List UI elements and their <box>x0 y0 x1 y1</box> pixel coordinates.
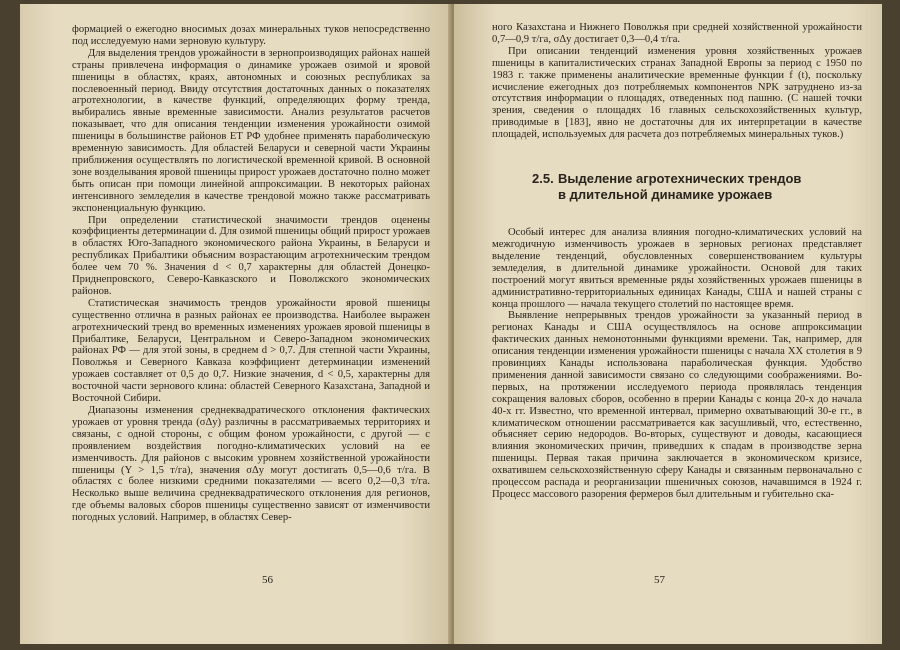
paragraph: ного Казахстана и Нижнего Поволжья при средней хозяйственной урожайности 0,7—0,9 т/га, σΔy достигает 0,3—0,4 т/га. <box>492 22 862 45</box>
paragraph: Статистическая значимость трендов урожайности яровой пшеницы существенно отлична в разных районах ее производства. Наиболее выражен агротехнический тренд во временных изменениях урожаев яровой пшеницы в Прибалтике, Беларуси, Центральном и Северо-Западном экономических районах РФ — для этой зоны, в среднем d > 0,7. Для степной части Украины, Поволжья и Северного Кавказа коэффициент детерминации изменений урожаев составляет от 0,5 до 0,7. Низкие значения, d < 0,5, характерны для восточной части зернового клина: областей Северного Казахстана, Западной и Восточной Сибири. <box>72 297 430 405</box>
section-heading <box>532 171 862 203</box>
section-number: 2.5. <box>532 171 554 187</box>
paragraph: При определении статистической значимости трендов оценены коэффициенты детерминации d. Для озимой пшеницы общий прирост урожаев в областях Юго-Западного экономического района Украины, в Беларуси и республиках Прибалтики объясним возрастающим агротехническим трендом более чем 70 %. Значения d < 0,7 характерны для областей Донецко-Приднепровского, Северо-Кавказского и Поволжского экономических районов. <box>72 214 430 297</box>
section-title-line2: в длительной динамике урожаев <box>558 187 773 203</box>
paragraph: Выявление непрерывных трендов урожайности за указанный период в регионах Канады и США осуществлялось на основе аппроксимации фактических данных немонотонными функциями времени. Так, например, для описания тенденции изменения урожайности пшеницы с начала XX столетия в 9 провинциях Канады использована параболическая функция. Удобство применения данной зависимости связано со следующими соображениями. Во-первых, на протяжении исследуемого периода проявлялась тенденция сокращения валовых сборов, особенно в прерии Канады с конца 20-х до начала 40-х гг. Известно, что временной интервал, примерно охватывающий 30-е гг., в климатическом отношении рассматривается как засушливый, что, естественно, объясняет серию недородов. Во-вторых, существуют и доводы, касающиеся влияния экономических причин, приведших к спадам в производстве зерна пшеницы. Первая такая причина заключается в экономическом кризисе, охватившем сельскохозяйственную сферу Канады и связанным первоначально с процессом распада и реорганизации пшеничных союзов, начавшимся в 1924 г. Процесс массового разорения фермеров был длительным и губительно ска- <box>492 310 862 500</box>
section-title-line1: Выделение агротехнических трендов <box>558 171 802 187</box>
paragraph: формацией о ежегодно вносимых дозах минеральных туков непосредственно под исследуемую нами зерновую культуру. <box>72 24 430 47</box>
page-number: 56 <box>262 574 273 586</box>
paragraph: Для выделения трендов урожайности в зернопроизводящих районах нашей страны привлечена информация о динамике урожаев озимой и яровой пшеницы в областях, краях, автономных и союзных республиках за послевоенный период. Ввиду отсутствия достаточных данных о показателях агротехнологии, в качестве функций, определяющих форму тренда, выбирались явные временные зависимости. Анализ результатов расчетов показывает, что для описания тенденции изменения урожайности озимой пшеницы в большинстве районов ЕТ РФ удобнее применять параболическую временную зависимость. Для областей Беларуси и северной части Украины приближения осуществлять по логистической временной кривой. В основной зоне возделывания яровой пшеницы прирост урожаев достаточно полно может быть описан при помощи линейной аппроксимации. В некоторых районах интенсивного земледелия в качестве трендовой можно также рассматривать экспоненциальную функцию. <box>72 47 430 214</box>
paragraph: При описании тенденций изменения уровня хозяйственных урожаев пшеницы в капиталистических странах Западной Европы за период с 1950 по 1983 г. также применены аналитические временные функции f (t), поскольку исчисление ежегодных доз потребляемых компонентов NPK затруднено из-за отсутствия информации о площадях, отведенных под пашню. (С нашей точки зрения, сведения о площадях 16 главных сельскохозяйственных культур, приводимые в [183], явно не достаточны для их интерпретации в качестве площадей, используемых для расчета доз потребляемых минеральных туков.) <box>492 45 862 141</box>
paragraph: Диапазоны изменения среднеквадратического отклонения фактических урожаев от уровня тренда (σΔy) различны в рассматриваемых территориях и связаны, с одной стороны, с общим фоном урожайности, с другой — с проявлением воздействия погодно-климатических условий на ее изменчивость. Для районов с высоким уровнем хозяйственной урожайности пшеницы (Y > 1,5 т/га), значения σΔy могут достигать 0,5—0,6 т/га. В областях с более низкими средними показателями — всего 0,2—0,3 т/га. Несколько выше величина среднеквадратического отклонения для регионов, где объемы валовых сборов пшеницы существенно зависят от изменчивости погодных условий. Например, в областях Север- <box>72 405 430 524</box>
paragraph: Особый интерес для анализа влияния погодно-климатических условий на межгодичную изменчивость урожаев в зерновых регионах представляет выделение тенденций, обусловленных совершенствованием культуры земледелия, в длительной динамике урожайности. Основой для таких построений могут явиться временные ряды хозяйственных урожаев пшеницы в административно-территориальных единицах Канады, США и нашей страны с конца прошлого — начала текущего столетий по настоящее время. <box>492 227 862 310</box>
right-page <box>454 4 882 644</box>
left-page <box>20 4 452 644</box>
page-number: 57 <box>654 574 665 586</box>
